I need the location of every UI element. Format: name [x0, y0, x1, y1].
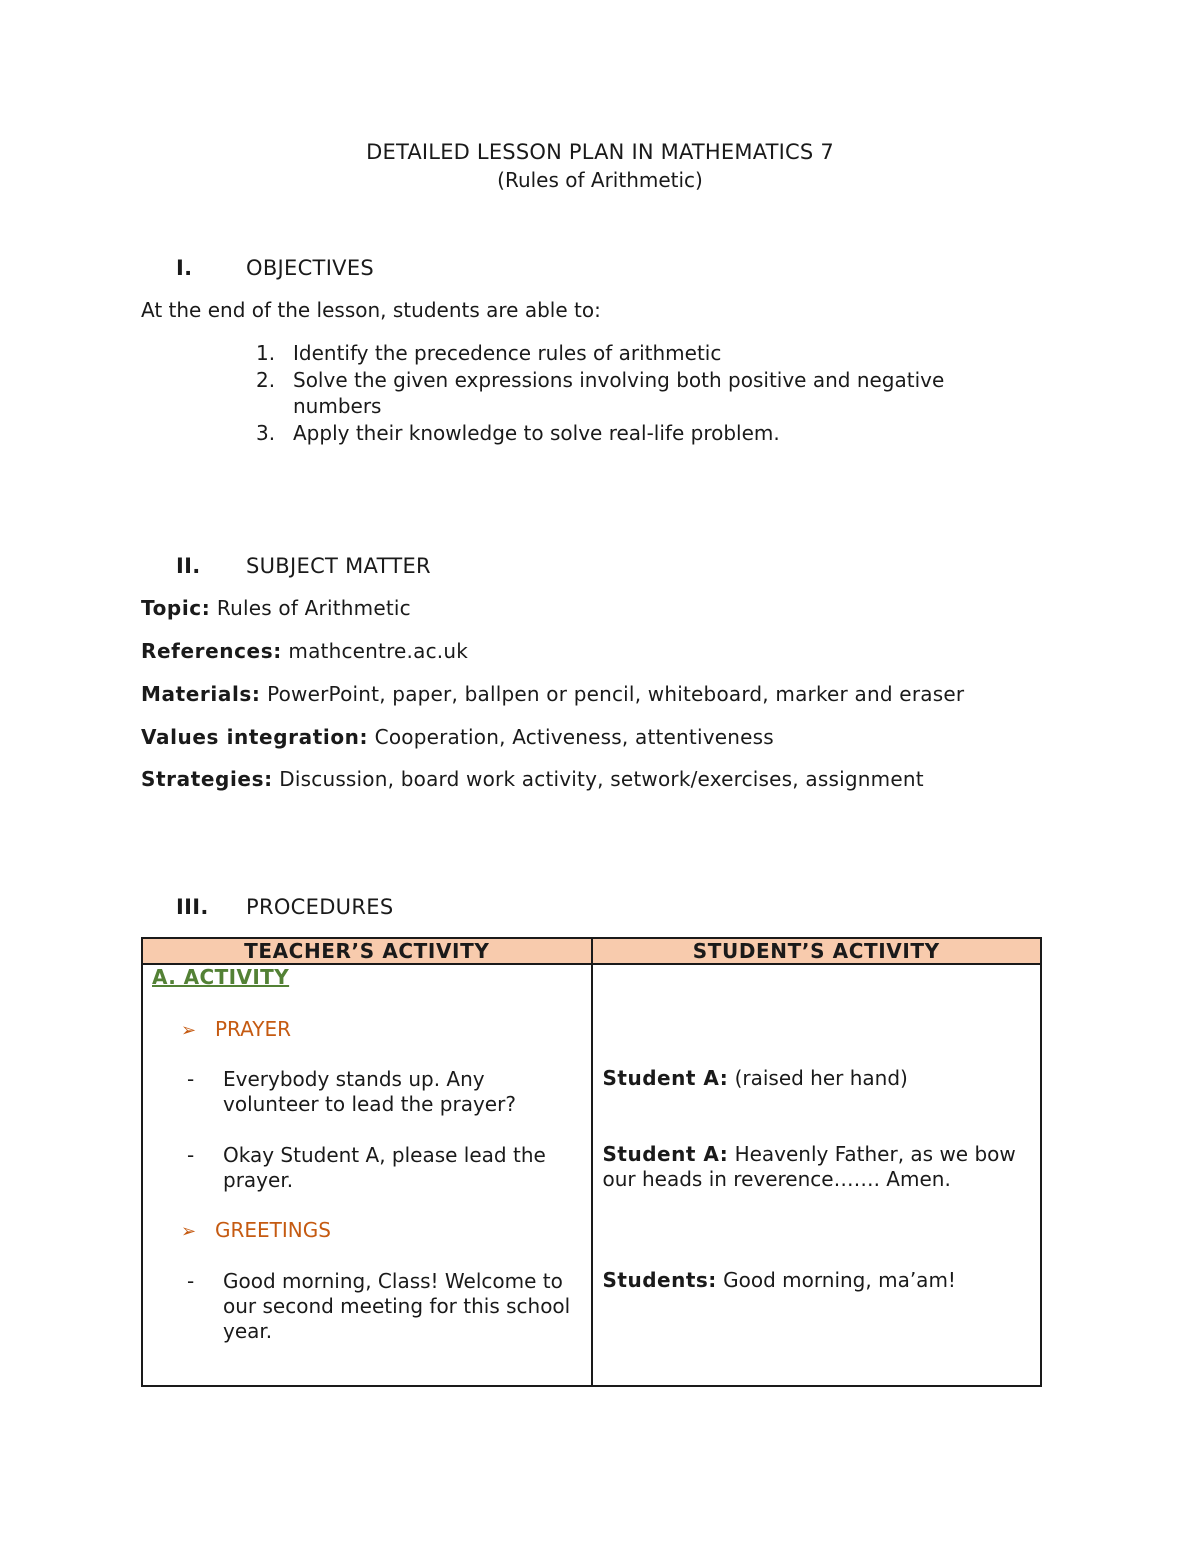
- list-item: [256, 367, 1016, 419]
- list-marker: 1.: [256, 341, 276, 365]
- field-label: Values integration:: [141, 725, 369, 749]
- list-item-text: Solve the given expressions involving both positive and negative numbers: [293, 368, 945, 418]
- arrow-bullet-icon: ➢: [181, 1221, 197, 1242]
- list-item: [256, 340, 1016, 366]
- step-title: PRAYER: [215, 1017, 292, 1041]
- section-title: OBJECTIVES: [246, 256, 375, 280]
- teacher-activity-cell: [142, 964, 592, 1386]
- list-item: [256, 420, 1016, 446]
- field-label: Topic:: [141, 596, 211, 620]
- section-numeral: II.: [176, 554, 201, 578]
- objectives-list: [256, 340, 1016, 447]
- stage-title: A. ACTIVITY: [152, 965, 290, 989]
- student-line: [603, 1142, 1038, 1192]
- field-value: Rules of Arithmetic: [216, 596, 411, 620]
- list-marker: 2.: [256, 368, 276, 392]
- field-label: References:: [141, 639, 282, 663]
- field-label: Materials:: [141, 682, 261, 706]
- arrow-bullet-icon: ➢: [181, 1020, 197, 1041]
- dash-bullet-icon: -: [187, 1143, 195, 1167]
- objectives-intro: At the end of the lesson, students are able to:: [141, 298, 601, 322]
- section-numeral: III.: [176, 895, 209, 919]
- objectives-heading: [176, 256, 374, 280]
- field-value: mathcentre.ac.uk: [288, 639, 468, 663]
- step-greetings: [181, 1218, 331, 1242]
- field-materials: [141, 682, 964, 706]
- table-header-row: [142, 938, 1041, 964]
- document-title: DETAILED LESSON PLAN IN MATHEMATICS 7: [366, 140, 834, 164]
- column-header-teacher: TEACHER’S ACTIVITY: [142, 938, 592, 964]
- speaker-text: Good morning, ma’am!: [723, 1268, 956, 1292]
- subject-matter-heading: [176, 554, 431, 578]
- field-value: Cooperation, Activeness, attentiveness: [374, 725, 774, 749]
- section-title: SUBJECT MATTER: [246, 554, 431, 578]
- section-numeral: I.: [176, 256, 193, 280]
- speaker-label: Student A:: [602, 1142, 729, 1166]
- field-topic: [141, 596, 411, 620]
- procedures-table: [141, 937, 1042, 1387]
- list-item-text: Identify the precedence rules of arithmetic: [293, 341, 722, 365]
- student-activity-cell: [592, 964, 1042, 1386]
- teacher-line: Good morning, Class! Welcome to our second meeting for this school year.: [223, 1269, 571, 1343]
- teacher-line: Everybody stands up. Any volunteer to lead the prayer?: [223, 1067, 516, 1116]
- document-subtitle: (Rules of Arithmetic): [497, 168, 703, 192]
- section-title: PROCEDURES: [246, 895, 394, 919]
- speaker-label: Students:: [602, 1268, 717, 1292]
- step-prayer: [181, 1017, 291, 1041]
- list-item-text: Apply their knowledge to solve real-life problem.: [293, 421, 780, 445]
- dash-bullet-icon: -: [187, 1067, 195, 1091]
- list-marker: 3.: [256, 421, 276, 445]
- dash-bullet-icon: -: [187, 1269, 195, 1293]
- field-strategies: [141, 767, 924, 791]
- student-line: [603, 1066, 1038, 1091]
- teacher-line: Okay Student A, please lead the prayer.: [223, 1143, 546, 1192]
- student-line: [603, 1268, 1038, 1293]
- procedures-heading: [176, 895, 393, 919]
- field-value: PowerPoint, paper, ballpen or pencil, whiteboard, marker and eraser: [267, 682, 965, 706]
- step-title: GREETINGS: [215, 1218, 331, 1242]
- speaker-text: (raised her hand): [734, 1066, 908, 1090]
- field-label: Strategies:: [141, 767, 273, 791]
- field-references: [141, 639, 468, 663]
- speaker-label: Student A:: [602, 1066, 729, 1090]
- table-row: [142, 964, 1041, 1386]
- field-values-integration: [141, 725, 774, 749]
- field-value: Discussion, board work activity, setwork/exercises, assignment: [279, 767, 924, 791]
- column-header-student: STUDENT’S ACTIVITY: [592, 938, 1042, 964]
- speaker-text: Heavenly Father, as we bow our heads in reverence……. Amen.: [602, 1142, 1016, 1191]
